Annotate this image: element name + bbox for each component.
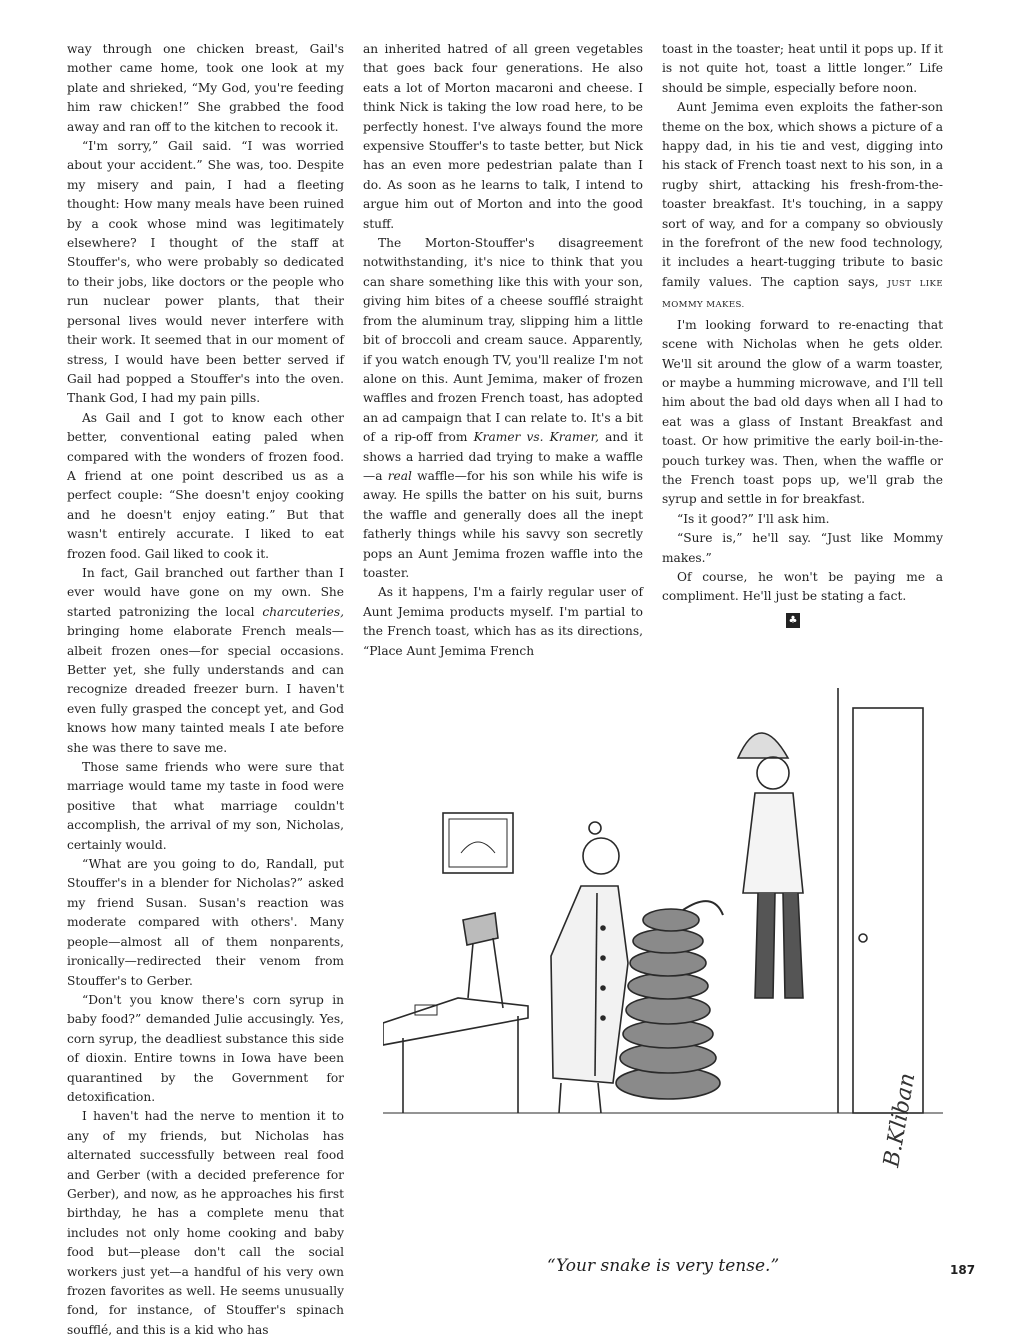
text-run: The Morton-Stouffer's disagreement notwithstanding, it's nice to think that you can share something like this with your son, giving him bites of a cheese soufflé straight from the aluminum tray, slipping him a little bit of broccoli and cream sauce. Apparently, if you watch enough TV, you'll realize I'm not alone on this. Aunt Jemima, maker of frozen waffles and frozen French toast, has adopted an ad campaign that I can relate to. It's a bit of a rip-off from	[363, 236, 643, 445]
text-run: waffle—for his son while his wife is away. He spills the batter on his suit, burns the waffle and generally does all the inept fatherly things while his savvy son secretly pops an Aunt Jemima frozen waffle into the toaster.	[363, 468, 644, 580]
article-column-right	[662, 40, 943, 680]
paragraph: “Don't you know there's corn syrup in baby food?” demanded Julie accusingly. Yes, corn syrup, the deadliest substance this side of dioxin. Entire towns in Iowa have been quarantined by the Government for detoxification.	[67, 992, 344, 1104]
paragraph: an inherited hatred of all green vegetables that goes back four generations. He also eats a lot of Morton macaroni and cheese. I think Nick is taking the low road here, to be perfectly honest. I've always found the more expensive Stouffer's to taste better, but Nick has an even more pedestrian palate than I do. As soon as he learns to talk, I intend to argue him out of Morton and into the good stuff.	[363, 42, 643, 231]
cartoon-caption: “Your snake is very tense.”	[546, 1256, 780, 1276]
italic-title: Kramer vs. Kramer,	[473, 430, 599, 445]
paragraph: Those same friends who were sure that marriage would tame my taste in food were positive that what marriage couldn't accomplish, the arrival of my son, Nicholas, certainly would.	[67, 760, 344, 852]
article-column-middle	[363, 40, 643, 670]
italic-word: real	[387, 468, 412, 483]
italic-term: charcuteries,	[262, 604, 344, 619]
text-run: Aunt Jemima even exploits the father-son theme on the box, which shows a picture of a happy dad, in his tie and vest, digging into his stack of French toast next to his son, in a rugby shirt, attacking his fresh-from-the-toaster breakfast. It's touching, in a sappy sort of way, and for a company so obviously in the forefront of the new food technology, it includes a heart-tugging tribute to basic family values. The caption says,	[662, 100, 943, 289]
cartoon-signature: B.Kliban	[879, 1071, 921, 1170]
text-run: In fact, Gail branched out farther than I ever would have gone on my own. She started patronizing the local	[67, 565, 344, 619]
paragraph: Of course, he won't be paying me a compliment. He'll just be stating a fact.	[662, 569, 943, 604]
paragraph	[363, 234, 643, 583]
paragraph: I haven't had the nerve to mention it to any of my friends, but Nicholas has alternated successfully between real food and Gerber (with a decided preference for Gerber), and now, as he approaches his first birthday, he has a complete menu that includes not only home cooking and baby food but—please don't call the social workers just yet—a handful of his very own frozen favorites as well. He seems unusually fond, for instance, of Stouffer's spinach soufflé, and this is a kid who has	[67, 1109, 344, 1337]
paragraph: toast in the toaster; heat until it pops up. If it is not quite hot, toast a little longer.” Life should be simple, especially before noon.	[662, 42, 943, 95]
paragraph: “I'm sorry,” Gail said. “I was worried about your accident.” She was, too. Despite my misery and pain, I had a fleeting thought: How many meals have been ruined by a cook whose mind was legitimately elsewhere? I thought of the staff at Stouffer's, who were probably so dedicated to their jobs, like doctors or the people who run nuclear power plants, that their personal lives would never interfere with their work. It seemed that in our moment of stress, I would have been better served if Gail had popped a Stouffer's into the oven. Thank God, I had my pain pills.	[67, 139, 344, 406]
paragraph: “What are you going to do, Randall, put Stouffer's in a blender for Nicholas?” asked my friend Susan. Susan's reaction was moderate compared with others'. Many people—almost all of them nonparents, ironically—redirected their venom from Stouffer's to Gerber.	[67, 857, 344, 988]
paragraph	[67, 564, 344, 758]
article-column-left	[67, 40, 344, 1337]
paragraph: As it happens, I'm a fairly regular user of Aunt Jemima products myself. I'm partial to the French toast, which has as its directions, “Place Aunt Jemima French	[363, 585, 643, 658]
page-number: 187	[950, 1263, 976, 1277]
small-caps-caption: JUST LIKE MOMMY MAKES.	[662, 278, 943, 311]
paragraph: way through one chicken breast, Gail's mother came home, took one look at my plate and shrieked, “My God, you're feeding him raw chicken!” She grabbed the food away and ran off to the kitchen to recook it.	[67, 42, 344, 134]
text-run: bringing home elaborate French meals—albeit frozen ones—for special occasions. Better yet, she fully understands and can recognize dreaded freezer burn. I haven't even fully grasped the concept yet, and God knows how many tainted meals I ate before she was there to save me.	[67, 624, 344, 755]
paragraph: “Is it good?” I'll ask him.	[677, 511, 830, 526]
paragraph: “Sure is,” he'll say. “Just like Mommy makes.”	[662, 531, 943, 565]
paragraph: As Gail and I got to know each other better, conventional eating paled when compared with the wonders of frozen food. A friend at one point described us as a perfect couple: “She doesn't enjoy cooking and he doesn't enjoy eating.” But that wasn't entirely accurate. I liked to eat frozen food. Gail liked to cook it.	[67, 410, 344, 561]
cartoon-illustration	[383, 688, 943, 1223]
text-run: and it shows a harried dad trying to make a waffle—a	[363, 430, 643, 483]
paragraph: I'm looking forward to re-enacting that scene with Nicholas when he gets older. We'll sit around the glow of a warm toaster, or maybe a humming microwave, and I'll tell him about the bad old days when all I had to eat was a glass of Instant Breakfast and toast. Or how primitive the early boil-in-the-pouch turkey was. Then, when the waffle or the French toast pops up, we'll grab the syrup and settle in for breakfast.	[662, 317, 943, 507]
rabbit-head-icon: ♣	[786, 613, 800, 628]
paragraph	[662, 98, 943, 315]
